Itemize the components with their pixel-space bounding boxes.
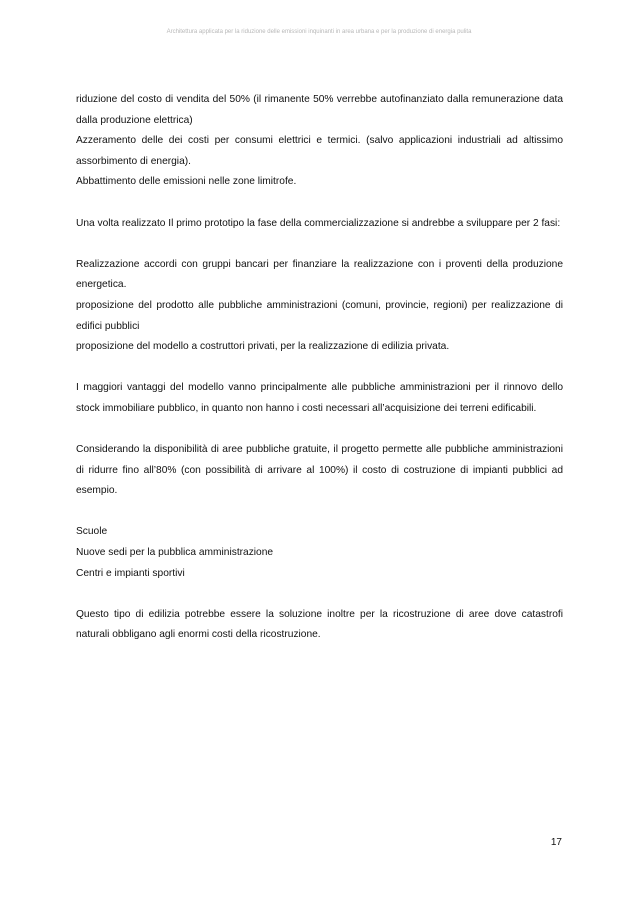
running-header: Architettura applicata per la riduzione delle emissioni inquinanti in area urbana e per la produzione di energia pulita [166,29,472,35]
document-body [76,90,563,646]
spacer [76,358,563,379]
spacer [76,584,563,605]
paragraph-commercialization: Una volta realizzato Il primo prototipo la fase della commercializzazione si andrebbe a sviluppare per 2 fasi: [76,217,561,229]
paragraph-cost-reduction: riduzione del costo di vendita del 50% (il rimanente 50% verrebbe autofinanziato dalla remunerazione data dalla produzione elettrica) [76,94,563,126]
spacer [76,420,563,441]
paragraph-reconstruction: Questo tipo di edilizia potrebbe essere la soluzione inoltre per la ricostruzione di aree dove catastrofi naturali obbligano agli enormi costi della ricostruzione. [76,608,563,641]
paragraph-private-builders: proposizione del modello a costruttori privati, per la realizzazione di edilizia privata. [76,341,450,353]
paragraph-emissions: Abbattimento delle emissioni nelle zone limitrofe. [76,176,297,188]
paragraph-advantages: I maggiori vantaggi del modello vanno principalmente alle pubbliche amministrazioni per il rinnovo dello stock immobiliare pubblico, in quanto non hanno i costi necessari all’acquisizione dei terreni edificabili. [76,382,563,414]
paragraph-public-administrations: proposizione del prodotto alle pubbliche amministrazioni (comuni, provincie, regioni) per realizzazione di edifici pubblici [76,299,563,332]
list-item-public-offices: Nuove sedi per la pubblica amministrazione [76,547,274,559]
spacer [76,502,563,523]
paragraph-public-areas: Considerando la disponibilità di aree pubbliche gratuite, il progetto permette alle pubbliche amministrazioni di ridurre fino all’80% (con possibilità di arrivare al 100%) il costo di costruzione di impianti pubblici ad esempio. [76,444,563,497]
page-number: 17 [550,837,562,848]
list-item-schools: Scuole [76,526,108,538]
spacer [76,193,563,214]
paragraph-bank-agreements: Realizzazione accordi con gruppi bancari per finanziare la realizzazione con i proventi della produzione energetica. [76,258,563,291]
list-item-sports-centers: Centri e impianti sportivi [76,567,185,579]
paragraph-energy-costs: Azzeramento delle dei costi per consumi elettrici e termici. (salvo applicazioni industriali ad altissimo assorbimento di energia). [76,135,563,167]
spacer [76,234,563,255]
